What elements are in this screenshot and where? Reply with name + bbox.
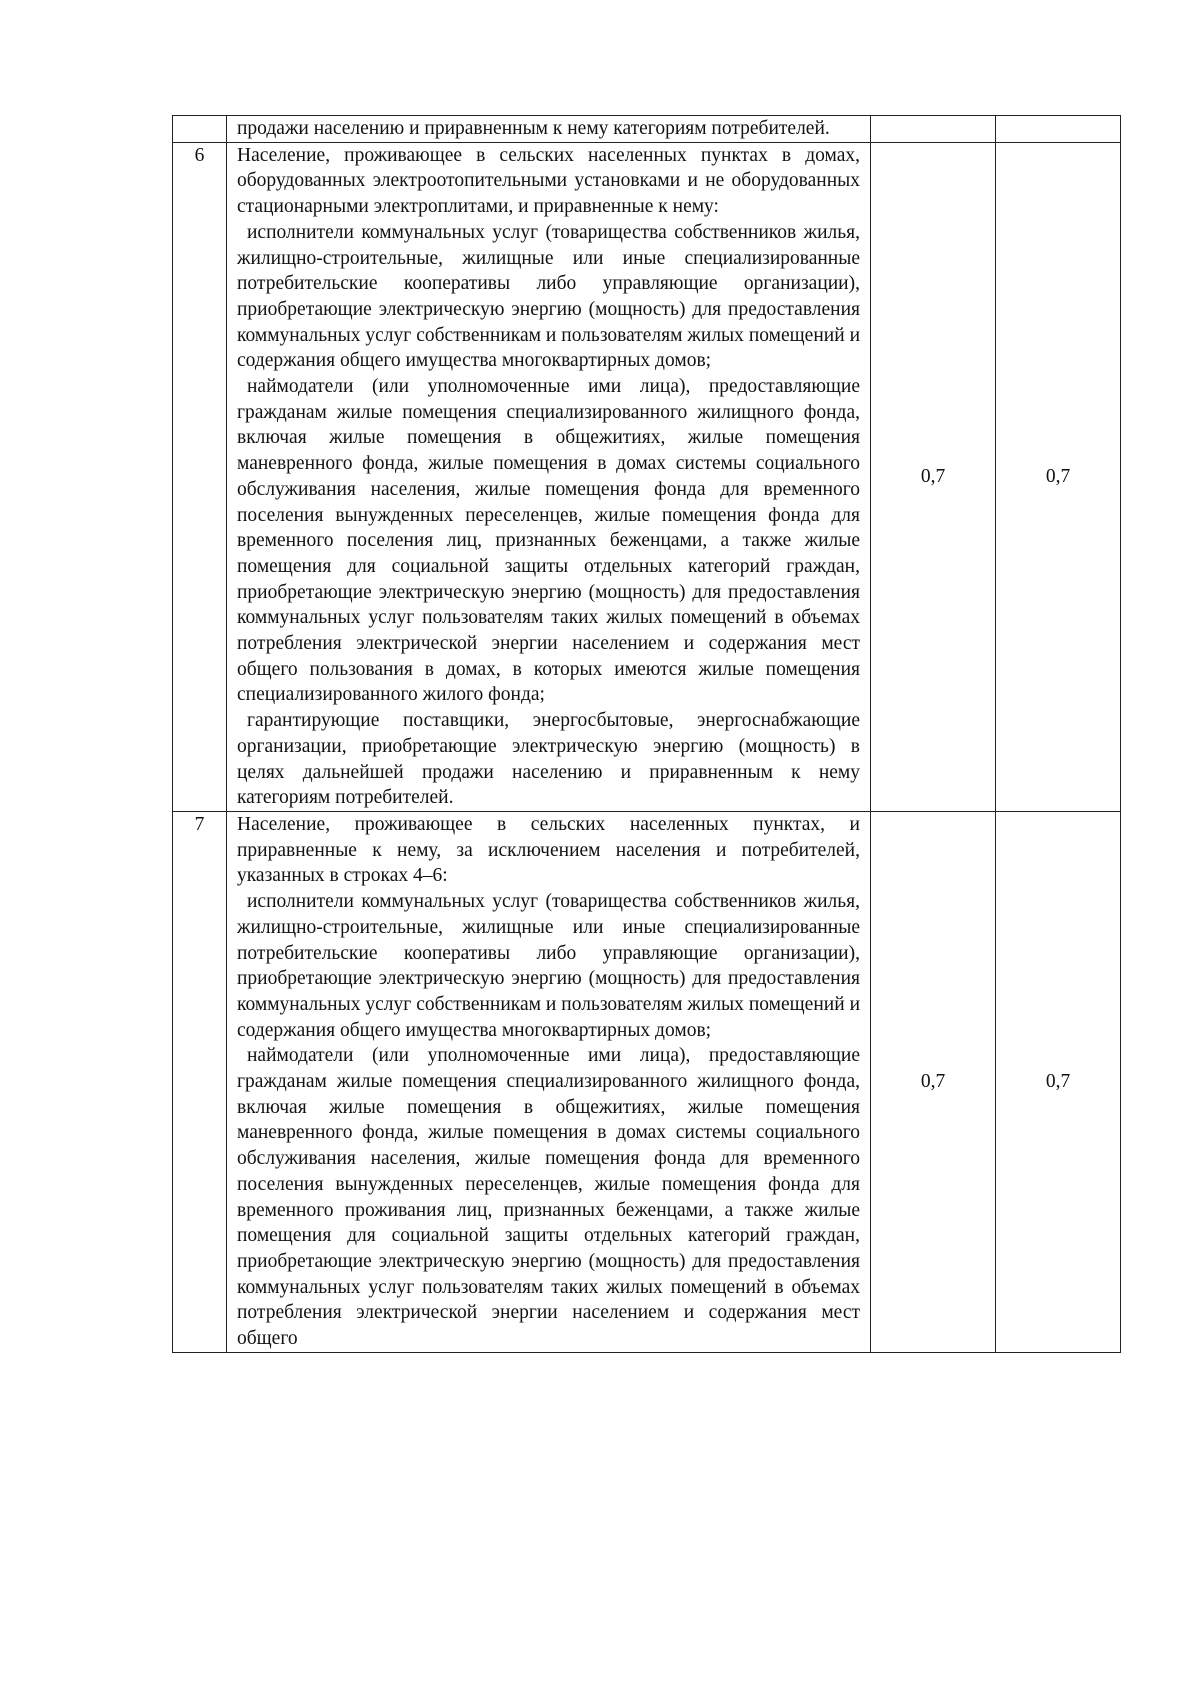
paragraph: наймодатели (или уполномоченные ими лица), предоставляющие гражданам жилые помещения специализированного жилищного фонда, включая жилые помещения в общежитиях, жилые помещения маневренного фонда, жилые помещения в домах системы социального обслуживания населения, жилые помещения фонда для временного поселения вынужденных переселенцев, жилые помещения фонда для временного проживания лиц, признанных беженцами, а также жилые помещения для социальной защиты отдельных категорий граждан, приобретающие электрическую энергию (мощность) для предоставления коммунальных услуг пользователям таких жилых помещений в объемах потребления электрической энергии населением и содержания мест общего (237, 1045, 860, 1350)
value-cell-2: 0,7 (996, 811, 1121, 1352)
value-cell-2: 0,7 (996, 142, 1121, 811)
row-number (173, 116, 227, 143)
value-cell-1: 0,7 (871, 811, 996, 1352)
value-cell-1: 0,7 (871, 142, 996, 811)
tariff-coefficient-table (172, 115, 1121, 1353)
value-cell-1 (871, 116, 996, 143)
paragraph: исполнители коммунальных услуг (товарищества собственников жилья, жилищно-строительные, жилищные или иные специализированные потребительские кооперативы либо управляющие организации), приобретающие электрическую энергию (мощность) для предоставления коммунальных услуг собственникам и пользователям жилых помещений и содержания общего имущества многоквартирных домов; (237, 221, 860, 372)
paragraph: исполнители коммунальных услуг (товарищества собственников жилья, жилищно-строительные, жилищные или иные специализированные потребительские кооперативы либо управляющие организации), приобретающие электрическую энергию (мощность) для предоставления коммунальных услуг собственникам и пользователям жилых помещений и содержания общего имущества многоквартирных домов; (237, 891, 860, 1041)
table-row (173, 142, 1121, 811)
table-row (173, 811, 1121, 1352)
row-description (227, 116, 871, 143)
value-cell-2 (996, 116, 1121, 143)
paragraph: Население, проживающее в сельских населенных пунктах в домах, оборудованных электроотопительными установками и не оборудованных стационарными электроплитами, и приравненные к нему: (237, 144, 860, 218)
row-number: 7 (173, 811, 227, 1352)
paragraph: Население, проживающее в сельских населенных пунктах, и приравненные к нему, за исключением населения и потребителей, указанных в строках 4–6: (237, 813, 860, 887)
paragraph: гарантирующие поставщики, энергосбытовые, энергоснабжающие организации, приобретающие электрическую энергию (мощность) в целях дальнейшей продажи населению и приравненным к нему категориям потребителей. (237, 710, 860, 809)
row-description (227, 142, 871, 811)
paragraph: наймодатели (или уполномоченные ими лица), предоставляющие гражданам жилые помещения специализированного жилищного фонда, включая жилые помещения в общежитиях, жилые помещения маневренного фонда, жилые помещения в домах системы социального обслуживания населения, жилые помещения фонда для временного поселения вынужденных переселенцев, жилые помещения фонда для временного поселения лиц, признанных беженцами, а также жилые помещения для социальной защиты отдельных категорий граждан, приобретающие электрическую энергию (мощность) для предоставления коммунальных услуг пользователям таких жилых помещений в объемах потребления электрической энергии населением и содержания мест общего пользования в домах, в которых имеются жилые помещения специализированного жилого фонда; (237, 376, 860, 706)
row-description (227, 811, 871, 1352)
row-number: 6 (173, 142, 227, 811)
table-row (173, 116, 1121, 143)
paragraph: продажи населению и приравненным к нему категориям потребителей. (237, 118, 830, 139)
